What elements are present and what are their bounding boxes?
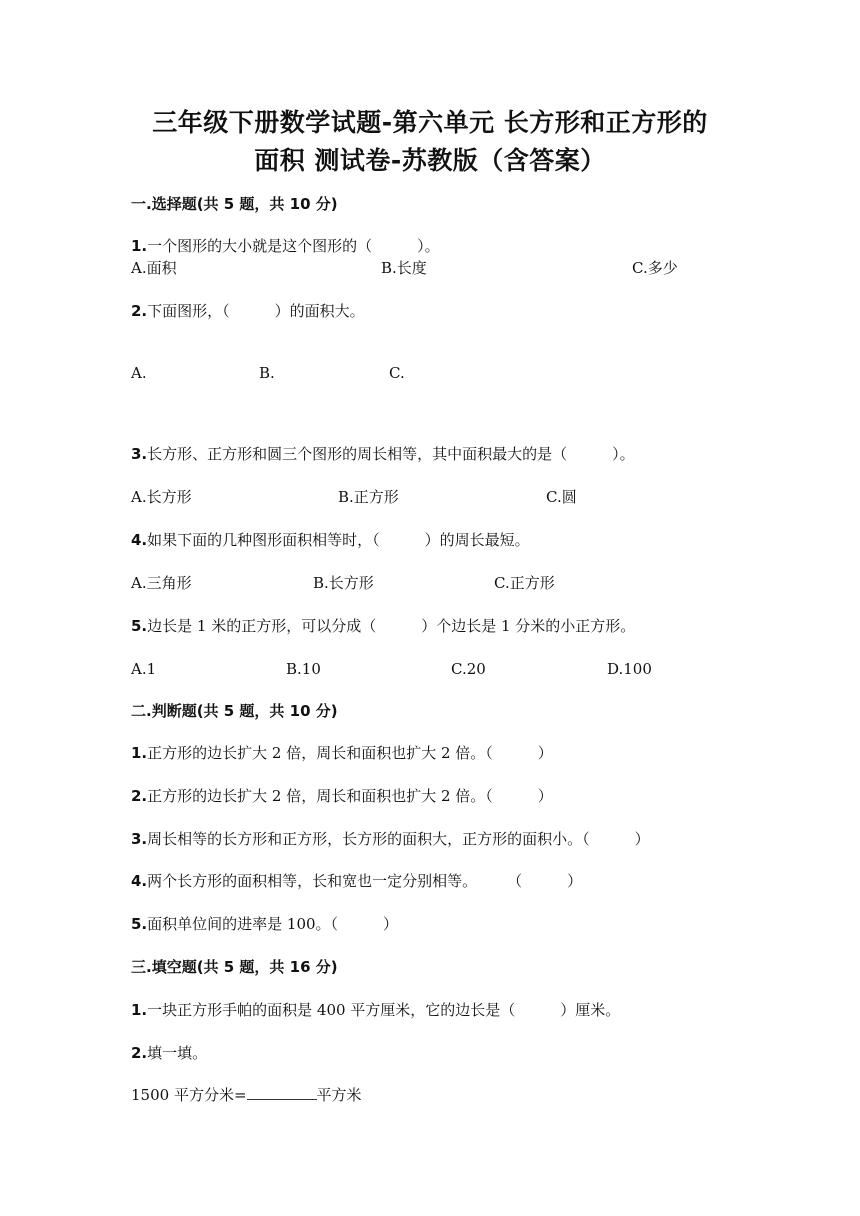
option-a: A.三角形 [131, 574, 192, 592]
question-number: 2. [131, 787, 148, 805]
option-b: B.10 [286, 660, 321, 678]
option-c: C. [389, 364, 405, 382]
option-a: A.面积 [131, 259, 177, 277]
section-heading-judgement: 二.判断题(共 5 题，共 10 分) [131, 702, 338, 720]
question-2-1 [131, 743, 553, 763]
question-1-5 [131, 616, 635, 636]
document-title-line-2: 面积 测试卷-苏教版（含答案） [254, 146, 606, 175]
question-1-3 [131, 444, 635, 464]
question-number: 4. [131, 872, 148, 890]
question-1-2 [131, 301, 365, 321]
question-2-4 [131, 871, 582, 891]
question-number: 1. [131, 744, 148, 762]
question-text: 长方形、正方形和圆三个图形的周长相等，其中面积最大的是（ ）。 [147, 445, 635, 463]
fill-left-text: 1500 平方分米= [131, 1086, 247, 1104]
fill-in-blank-line [131, 1085, 362, 1105]
question-number: 3. [131, 445, 148, 463]
answer-blank[interactable] [247, 1085, 317, 1100]
option-c: C.多少 [632, 259, 678, 277]
section-heading-fill-in: 三.填空题(共 5 题，共 16 分) [131, 958, 338, 976]
question-text: 一块正方形手帕的面积是 400 平方厘米，它的边长是（ ）厘米。 [147, 1001, 621, 1019]
question-text: 边长是 1 米的正方形，可以分成（ ）个边长是 1 分米的小正方形。 [147, 617, 636, 635]
option-a: A.长方形 [131, 488, 192, 506]
question-2-5 [131, 914, 398, 934]
question-number: 5. [131, 915, 148, 933]
question-text: 正方形的边长扩大 2 倍，周长和面积也扩大 2 倍。（ ） [147, 787, 553, 805]
option-b: B.长方形 [313, 574, 374, 592]
question-number: 1. [131, 237, 148, 255]
section-heading-choice: 一.选择题(共 5 题，共 10 分) [131, 195, 338, 213]
option-c: C.正方形 [494, 574, 555, 592]
document-title-line-1: 三年级下册数学试题-第六单元 长方形和正方形的 [152, 108, 708, 137]
question-text: 下面图形，（ ）的面积大。 [147, 302, 365, 320]
question-2-2 [131, 786, 553, 806]
question-text: 正方形的边长扩大 2 倍，周长和面积也扩大 2 倍。（ ） [147, 744, 553, 762]
question-number: 5. [131, 617, 148, 635]
option-c: C.20 [451, 660, 486, 678]
fill-right-text: 平方米 [316, 1086, 362, 1104]
option-d: D.100 [607, 660, 652, 678]
question-number: 2. [131, 302, 148, 320]
question-number: 3. [131, 830, 148, 848]
question-text: 面积单位间的进率是 100。（ ） [147, 915, 399, 933]
option-a: A.1 [131, 660, 157, 678]
question-3-2 [131, 1043, 207, 1063]
question-1-1 [131, 236, 440, 256]
question-text: 如果下面的几种图形面积相等时，（ ）的周长最短。 [147, 531, 530, 549]
option-b: B. [259, 364, 275, 382]
question-1-4 [131, 530, 530, 550]
option-a: A. [131, 364, 147, 382]
option-c: C.圆 [546, 488, 577, 506]
question-3-1 [131, 1000, 620, 1020]
question-text: 周长相等的长方形和正方形，长方形的面积大，正方形的面积小。（ ） [147, 830, 650, 848]
option-b: B.正方形 [338, 488, 399, 506]
question-text: 填一填。 [147, 1044, 208, 1062]
question-text: 一个图形的大小就是这个图形的（ ）。 [147, 237, 440, 255]
question-number: 2. [131, 1044, 148, 1062]
question-number: 4. [131, 531, 148, 549]
option-b: B.长度 [381, 259, 427, 277]
question-number: 1. [131, 1001, 148, 1019]
question-text: 两个长方形的面积相等，长和宽也一定分别相等。 （ ） [147, 872, 583, 890]
question-2-3 [131, 829, 650, 849]
